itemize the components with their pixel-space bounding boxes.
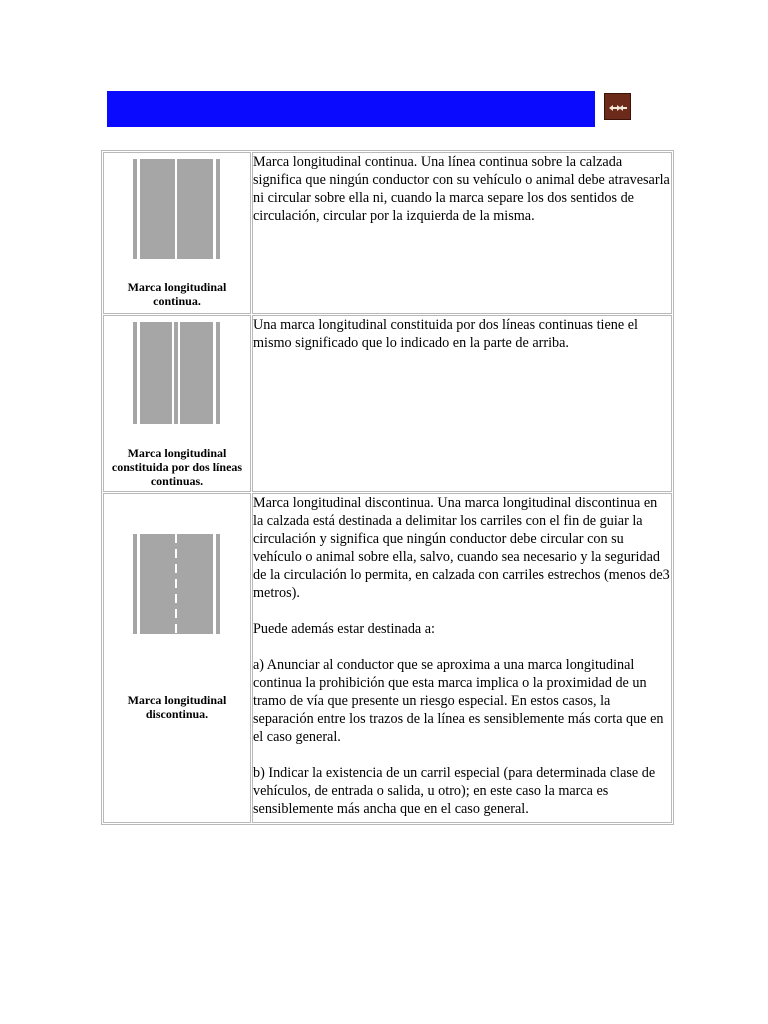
image-cell (103, 493, 251, 823)
description-cell (252, 493, 672, 823)
sign-caption: Marca longitudinal constituida por dos líneas continuas. (111, 446, 243, 488)
continuous-line-image (133, 159, 220, 259)
image-cell (103, 152, 251, 314)
road-marking-table (101, 150, 674, 825)
image-cell (103, 315, 251, 492)
description-paragraph: b) Indicar la existencia de un carril especial (para determinada clase de vehículos, de entrada o salida, u otro); en este caso la marca es sensiblemente más ancha que en el caso general. (253, 765, 656, 817)
description-cell (252, 152, 672, 314)
description-paragraph: Una marca longitudinal constituida por dos líneas continuas tiene el mismo significado que lo indicado en la parte de arriba. (253, 317, 638, 351)
back-arrow-icon (608, 102, 628, 112)
sign-caption: Marca longitudinal discontinua. (127, 693, 227, 721)
header-bar (107, 91, 595, 127)
dashed-line-image (133, 534, 220, 634)
back-button[interactable] (604, 93, 631, 120)
description-paragraph: Marca longitudinal discontinua. Una marca longitudinal discontinua en la calzada está destinada a delimitar los carriles con el fin de guiar la circulación y significa que ningún conductor debe circular con su vehículo o animal sobre ella, salvo, cuando sea necesario y la seguridad de la circulación lo permita, en calzada con carriles estrechos (menos de3 metros). (253, 495, 670, 601)
description-paragraph: Marca longitudinal continua. Una línea continua sobre la calzada significa que ningún conductor con su vehículo o animal debe atravesarla ni circular sobre ella ni, cuando la marca separe los dos sentidos de circulación, circular por la izquierda de la misma. (253, 154, 670, 224)
table-row (103, 152, 672, 314)
sign-caption: Marca longitudinal continua. (127, 280, 227, 308)
double-continuous-line-image (133, 322, 220, 424)
table-row (103, 493, 672, 823)
description-paragraph: a) Anunciar al conductor que se aproxima a una marca longitudinal continua la prohibición que esta marca implica o la proximidad de un tramo de vía que presente un riesgo especial. En estos casos, la separación entre los trazos de la línea es sensiblemente más corta que en el caso general. (253, 657, 664, 745)
description-cell (252, 315, 672, 492)
description-paragraph: Puede además estar destinada a: (253, 621, 435, 637)
table-row (103, 315, 672, 492)
